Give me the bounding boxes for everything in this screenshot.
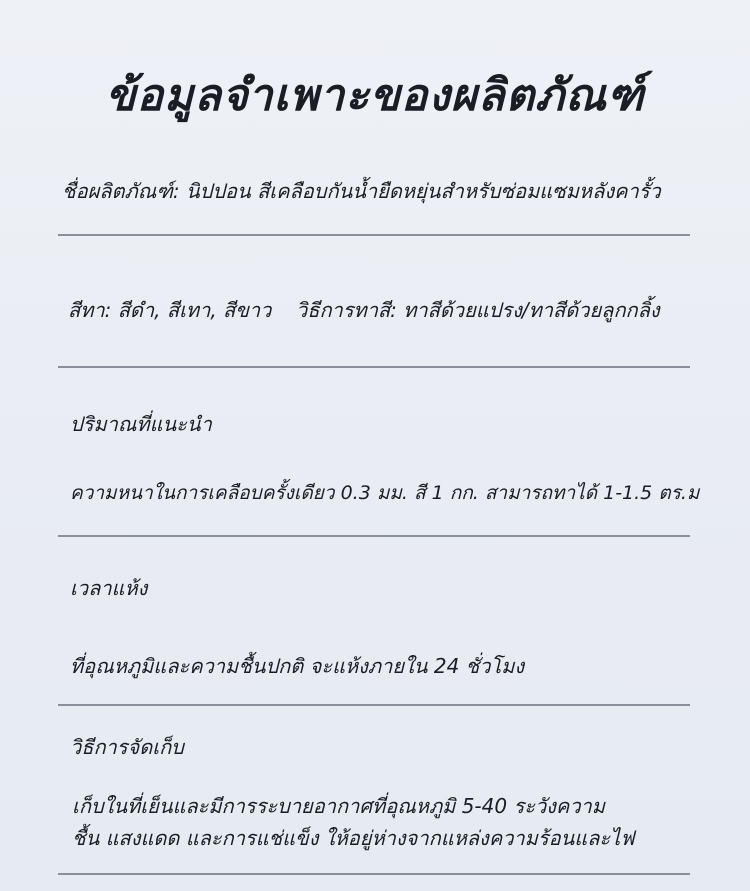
drying-text: ที่อุณหภูมิและความชื้นปกติ จะแห้งภายใน 24 ชั่วโมง <box>70 654 525 678</box>
storage-heading: วิธีการจัดเก็บ <box>70 735 184 759</box>
divider <box>58 366 690 368</box>
drying-heading: เวลาแห้ง <box>70 576 148 600</box>
page-title: ข้อมูลจำเพาะของผลิตภัณฑ์ <box>105 70 645 121</box>
product-name: ชื่อผลิตภัณฑ์: นิปปอน สีเคลือบกันน้ำยืดหยุ่นสำหรับซ่อมแซมหลังคารั้ว <box>62 179 661 203</box>
divider <box>58 234 690 236</box>
recommended-text: ความหนาในการเคลือบครั้งเดียว 0.3 มม. สี 1 กก. สามารถทาได้ 1-1.5 ตร.ม <box>70 482 700 504</box>
paint-colors: สีทา: สีดำ, สีเทา, สีขาว <box>68 298 272 322</box>
divider <box>58 535 690 537</box>
storage-text-line2: ชื้น แสงแดด และการแช่แข็ง ให้อยู่ห่างจากแหล่งความร้อนและไฟ <box>72 826 635 850</box>
divider <box>58 873 690 875</box>
paint-method: วิธีการทาสี: ทาสีด้วยแปรง/ทาสีด้วยลูกกลิ้ง <box>296 298 660 322</box>
storage-text-line1: เก็บในที่เย็นและมีการระบายอากาศที่อุณหภูมิ 5-40 ระวังความ <box>72 794 605 818</box>
divider <box>58 704 690 706</box>
recommended-heading: ปริมาณที่แนะนำ <box>70 412 212 436</box>
